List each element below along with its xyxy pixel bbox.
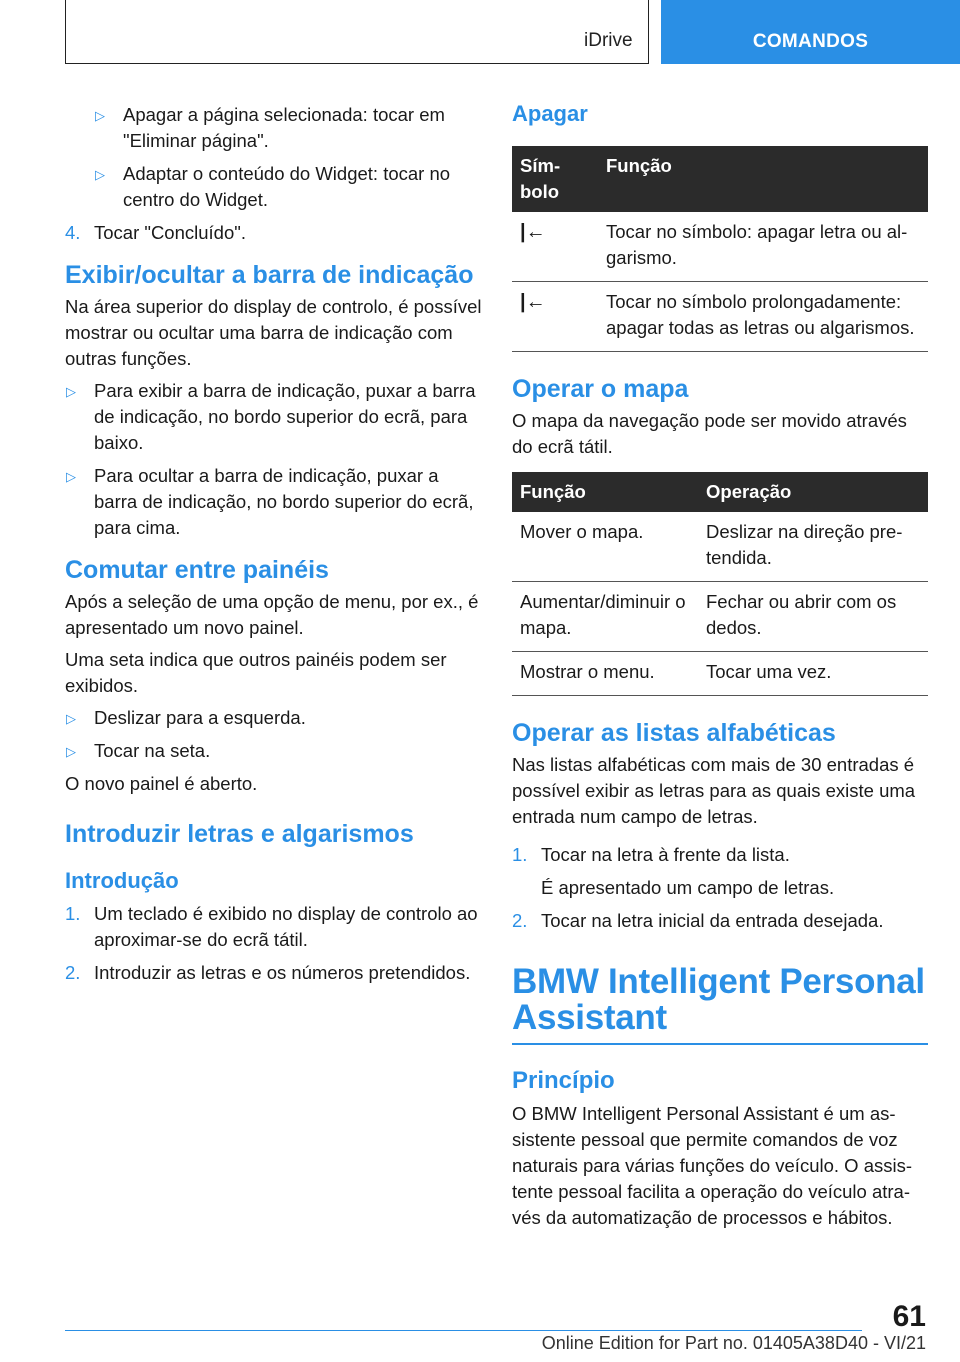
paragraph: O novo painel é aberto.	[65, 773, 258, 794]
table-header-cell: Função	[598, 146, 928, 212]
paragraph: Nas listas alfabéticas com mais de 30 entradas é possível exibir as letras para as quais existe uma entrada num campo de letras.	[512, 754, 916, 827]
map-operation-table	[512, 472, 928, 696]
triangle-bullet-icon: ▷	[95, 108, 105, 123]
table-row	[512, 512, 928, 582]
step-item: 4. Tocar "Concluído".	[65, 222, 246, 243]
step-item: 1. Um teclado é exibido no display de controlo ao aproximar-se do ecrã tátil.	[65, 903, 478, 950]
right-column	[512, 100, 928, 1237]
table-cell: Deslizar na direção pretendida.	[698, 512, 928, 582]
table-row	[512, 652, 928, 696]
footer-divider	[65, 1330, 862, 1331]
left-column	[65, 102, 483, 993]
list-item: ▷ Para ocultar a barra de indicação, puxar a barra de indicação, no bordo superior do ecrã, para cima.	[66, 465, 474, 538]
table-cell: Tocar no símbolo prolongadamente: apagar todas as letras ou algarismos.	[598, 282, 928, 352]
triangle-bullet-icon: ▷	[66, 384, 76, 399]
heading-delete: Apagar	[512, 101, 588, 126]
paragraph: Uma seta indica que outros painéis podem ser exibidos.	[65, 649, 447, 696]
paragraph: O BMW Intelligent Personal Assistant é um assistente pessoal que permite comandos de voz naturais para várias funções do veículo. O assistente pessoal facilita a operação do veículo através da automatização de processos e hábitos.	[512, 1103, 913, 1228]
heading-introduction: Introdução	[65, 868, 179, 893]
triangle-bullet-icon: ▷	[95, 167, 105, 182]
table-row	[512, 212, 928, 282]
heading-operate-map: Operar o mapa	[512, 375, 689, 403]
backspace-icon: |←	[512, 212, 598, 282]
header-section-title: iDrive	[584, 30, 633, 51]
table-header-row	[512, 472, 928, 512]
list-item: ▷ Apagar a página selecionada: tocar em "Eliminar página".	[95, 104, 445, 151]
list-item: ▷ Adaptar o conteúdo do Widget: tocar no centro do Widget.	[95, 163, 451, 210]
list-item: ▷ Para exibir a barra de indicação, puxar a barra de indicação, no bordo superior do ecrã, para baixo.	[66, 380, 476, 453]
paragraph: Após a seleção de uma opção de menu, por ex., é apresentado um novo painel.	[65, 591, 479, 638]
heading-alphabetic-lists: Operar as listas alfabéticas	[512, 719, 836, 747]
table-header-cell: Função	[512, 472, 698, 512]
heading-enter-letters: Introduzir letras e algarismos	[65, 820, 414, 848]
step-item: 2. Introduzir as letras e os números pretendidos.	[65, 962, 471, 983]
table-cell: Mover o mapa.	[512, 512, 698, 582]
table-row	[512, 582, 928, 652]
heading-indication-bar: Exibir/ocultar a barra de indicação	[65, 261, 474, 289]
backspace-icon: |←	[512, 282, 598, 352]
table-header-cell: Símbolo	[512, 146, 598, 212]
table-cell: Tocar uma vez.	[698, 652, 928, 696]
delete-symbol-table	[512, 146, 928, 352]
table-cell: Mostrar o menu.	[512, 652, 698, 696]
heading-switch-panels: Comutar entre painéis	[65, 556, 329, 584]
step-item: 1. Tocar na letra à frente da lista.	[512, 844, 790, 865]
table-header-row	[512, 146, 928, 212]
step-result: É apresentado um campo de letras.	[541, 877, 835, 898]
table-cell: Aumentar/diminuir o mapa.	[512, 582, 698, 652]
heading-principle: Princípio	[512, 1067, 615, 1094]
list-item: ▷ Deslizar para a esquerda.	[65, 705, 483, 731]
header-box	[65, 0, 649, 64]
heading-bmw-assistant: BMW Intelligent Personal Assistant	[512, 964, 928, 1045]
table-row	[512, 282, 928, 352]
paragraph: Na área superior do display de controlo, é possível mostrar ou ocultar uma barra de indicação com outras funções.	[65, 296, 482, 369]
page-number: 61	[892, 1300, 926, 1333]
triangle-bullet-icon: ▷	[66, 469, 76, 484]
triangle-bullet-icon: ▷	[66, 744, 76, 759]
table-cell: Fechar ou abrir com os dedos.	[698, 582, 928, 652]
header-chapter-tab: COMANDOS	[661, 0, 960, 64]
list-item: ▷ Tocar na seta.	[65, 738, 483, 764]
table-cell: Tocar no símbolo: apagar letra ou algarismo.	[598, 212, 928, 282]
table-header-cell: Operação	[698, 472, 928, 512]
footer-edition: Online Edition for Part no. 01405A38D40 - VI/21	[541, 1333, 926, 1353]
paragraph: O mapa da navegação pode ser movido através do ecrã tátil.	[512, 410, 907, 457]
triangle-bullet-icon: ▷	[66, 711, 76, 726]
step-item: 2. Tocar na letra inicial da entrada desejada.	[512, 910, 884, 931]
